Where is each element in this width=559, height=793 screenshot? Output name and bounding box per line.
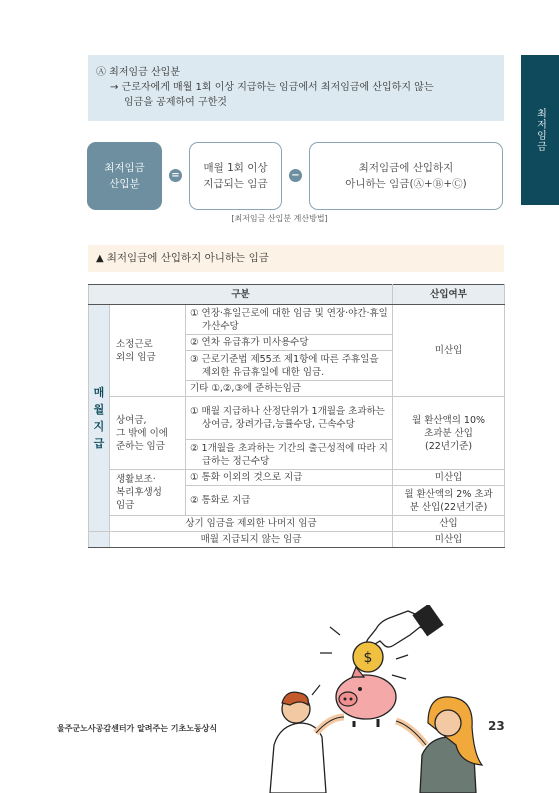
formula-text: 산입분 [109, 178, 140, 190]
status-cell: 미산입 [393, 532, 505, 548]
status-text: 월 환산액의 10% [412, 414, 486, 426]
item-cell: ① 매월 지급하나 산정단위가 1개월을 초과하는 상여금, 장려가급,능률수당, 근속수당 [186, 397, 393, 440]
formula-text: 최저임금에 산입하지 [358, 162, 454, 174]
formula-text: 매월 1회 이상 [203, 162, 268, 174]
item-cell: ① 연장·휴일근로에 대한 임금 및 연장·야간·휴일가산수당 [186, 305, 393, 335]
definition-box [88, 55, 504, 121]
item-cell: ③ 근로기준법 제55조 제1항에 따른 주휴일을 제외한 유급휴일에 대한 임금. [186, 351, 393, 381]
footer-title: 울주군노사공감센터가 알려주는 기초노동상식 [57, 724, 218, 733]
category-text: 복리후생성 [116, 487, 162, 498]
category-cell [110, 470, 186, 516]
status-cell: 산입 [393, 516, 505, 532]
category-text: 그 밖에 이에 [116, 427, 168, 439]
status-cell: 미산입 [393, 470, 505, 486]
category-text: 임금 [116, 500, 135, 511]
table-row [89, 532, 505, 548]
warning-title: 최저임금에 산입하지 아니하는 임금 [106, 252, 269, 264]
piggy-bank-illustration [260, 605, 485, 793]
table-header-row [89, 285, 505, 305]
formula-caption: [최저임금 산입분 계산방법] [231, 214, 328, 223]
formula-text: 최저임금 [104, 162, 145, 174]
table-header-category: 구분 [89, 285, 393, 305]
status-text: 분 산입(22년기준) [409, 501, 488, 513]
formula-text: 지급되는 임금 [203, 178, 268, 190]
status-cell [393, 486, 505, 516]
chapter-tab [521, 55, 559, 205]
status-text: (22년기준) [425, 440, 473, 452]
category-text: 외의 임금 [116, 351, 156, 363]
item-cell: 기타 ①,②,③에 준하는임금 [186, 381, 393, 397]
table-header-status: 산입여부 [393, 285, 505, 305]
category-text: 준하는 임금 [116, 440, 165, 452]
page-number: 23 [488, 719, 505, 733]
definition-title: Ⓐ 최저임금 산입분 [96, 67, 180, 78]
category-text: 소정근로 [116, 338, 153, 350]
category-cell [110, 397, 186, 470]
formula-text: 아니하는 임금(Ⓐ+Ⓑ+Ⓒ) [345, 178, 467, 190]
status-text: 월 환산액의 2% 초과 [404, 488, 493, 500]
item-cell: ② 1개월을 초과하는 기간의 출근성적에 따라 지급하는 정근수당 [186, 440, 393, 470]
side-spacer [89, 532, 110, 548]
svg-text:$: $ [363, 650, 373, 666]
table-row [89, 397, 505, 440]
status-cell: 미산입 [393, 305, 505, 397]
category-text: 생활보조· [116, 474, 156, 485]
definition-line: 임금을 공제하여 구한것 [124, 97, 227, 108]
item-cell: ② 통화로 지급 [186, 486, 393, 516]
wage-table [88, 284, 505, 548]
warning-header [88, 245, 504, 272]
item-cell: 상기 임금을 제외한 나머지 임금 [110, 516, 393, 532]
category-text: 상여금, [116, 414, 147, 426]
formula-excluded-wage-box [309, 142, 503, 210]
table-row [89, 305, 505, 335]
status-cell [393, 397, 505, 470]
item-cell: ② 연차 유급휴가 미사용수당 [186, 335, 393, 351]
table-row [89, 516, 505, 532]
category-cell [110, 305, 186, 397]
table-row [89, 470, 505, 486]
formula-minimum-wage-box [87, 142, 162, 210]
monthly-payment-label: 매 월 지 급 [89, 305, 110, 532]
item-cell: 매월 지급되지 않는 임금 [110, 532, 393, 548]
formula-monthly-wage-box [189, 142, 282, 210]
minus-icon: − [289, 169, 302, 182]
equals-icon: = [169, 169, 182, 182]
warning-triangle-icon: ▲ [96, 253, 104, 264]
item-cell: ① 통화 이외의 것으로 지급 [186, 470, 393, 486]
chapter-tab-label: 최저임금 [534, 108, 546, 152]
definition-line: → 근로자에게 매월 1회 이상 지급하는 임금에서 최저임금에 산입하지 않는 [110, 82, 434, 93]
status-text: 초과분 산입 [424, 427, 473, 439]
